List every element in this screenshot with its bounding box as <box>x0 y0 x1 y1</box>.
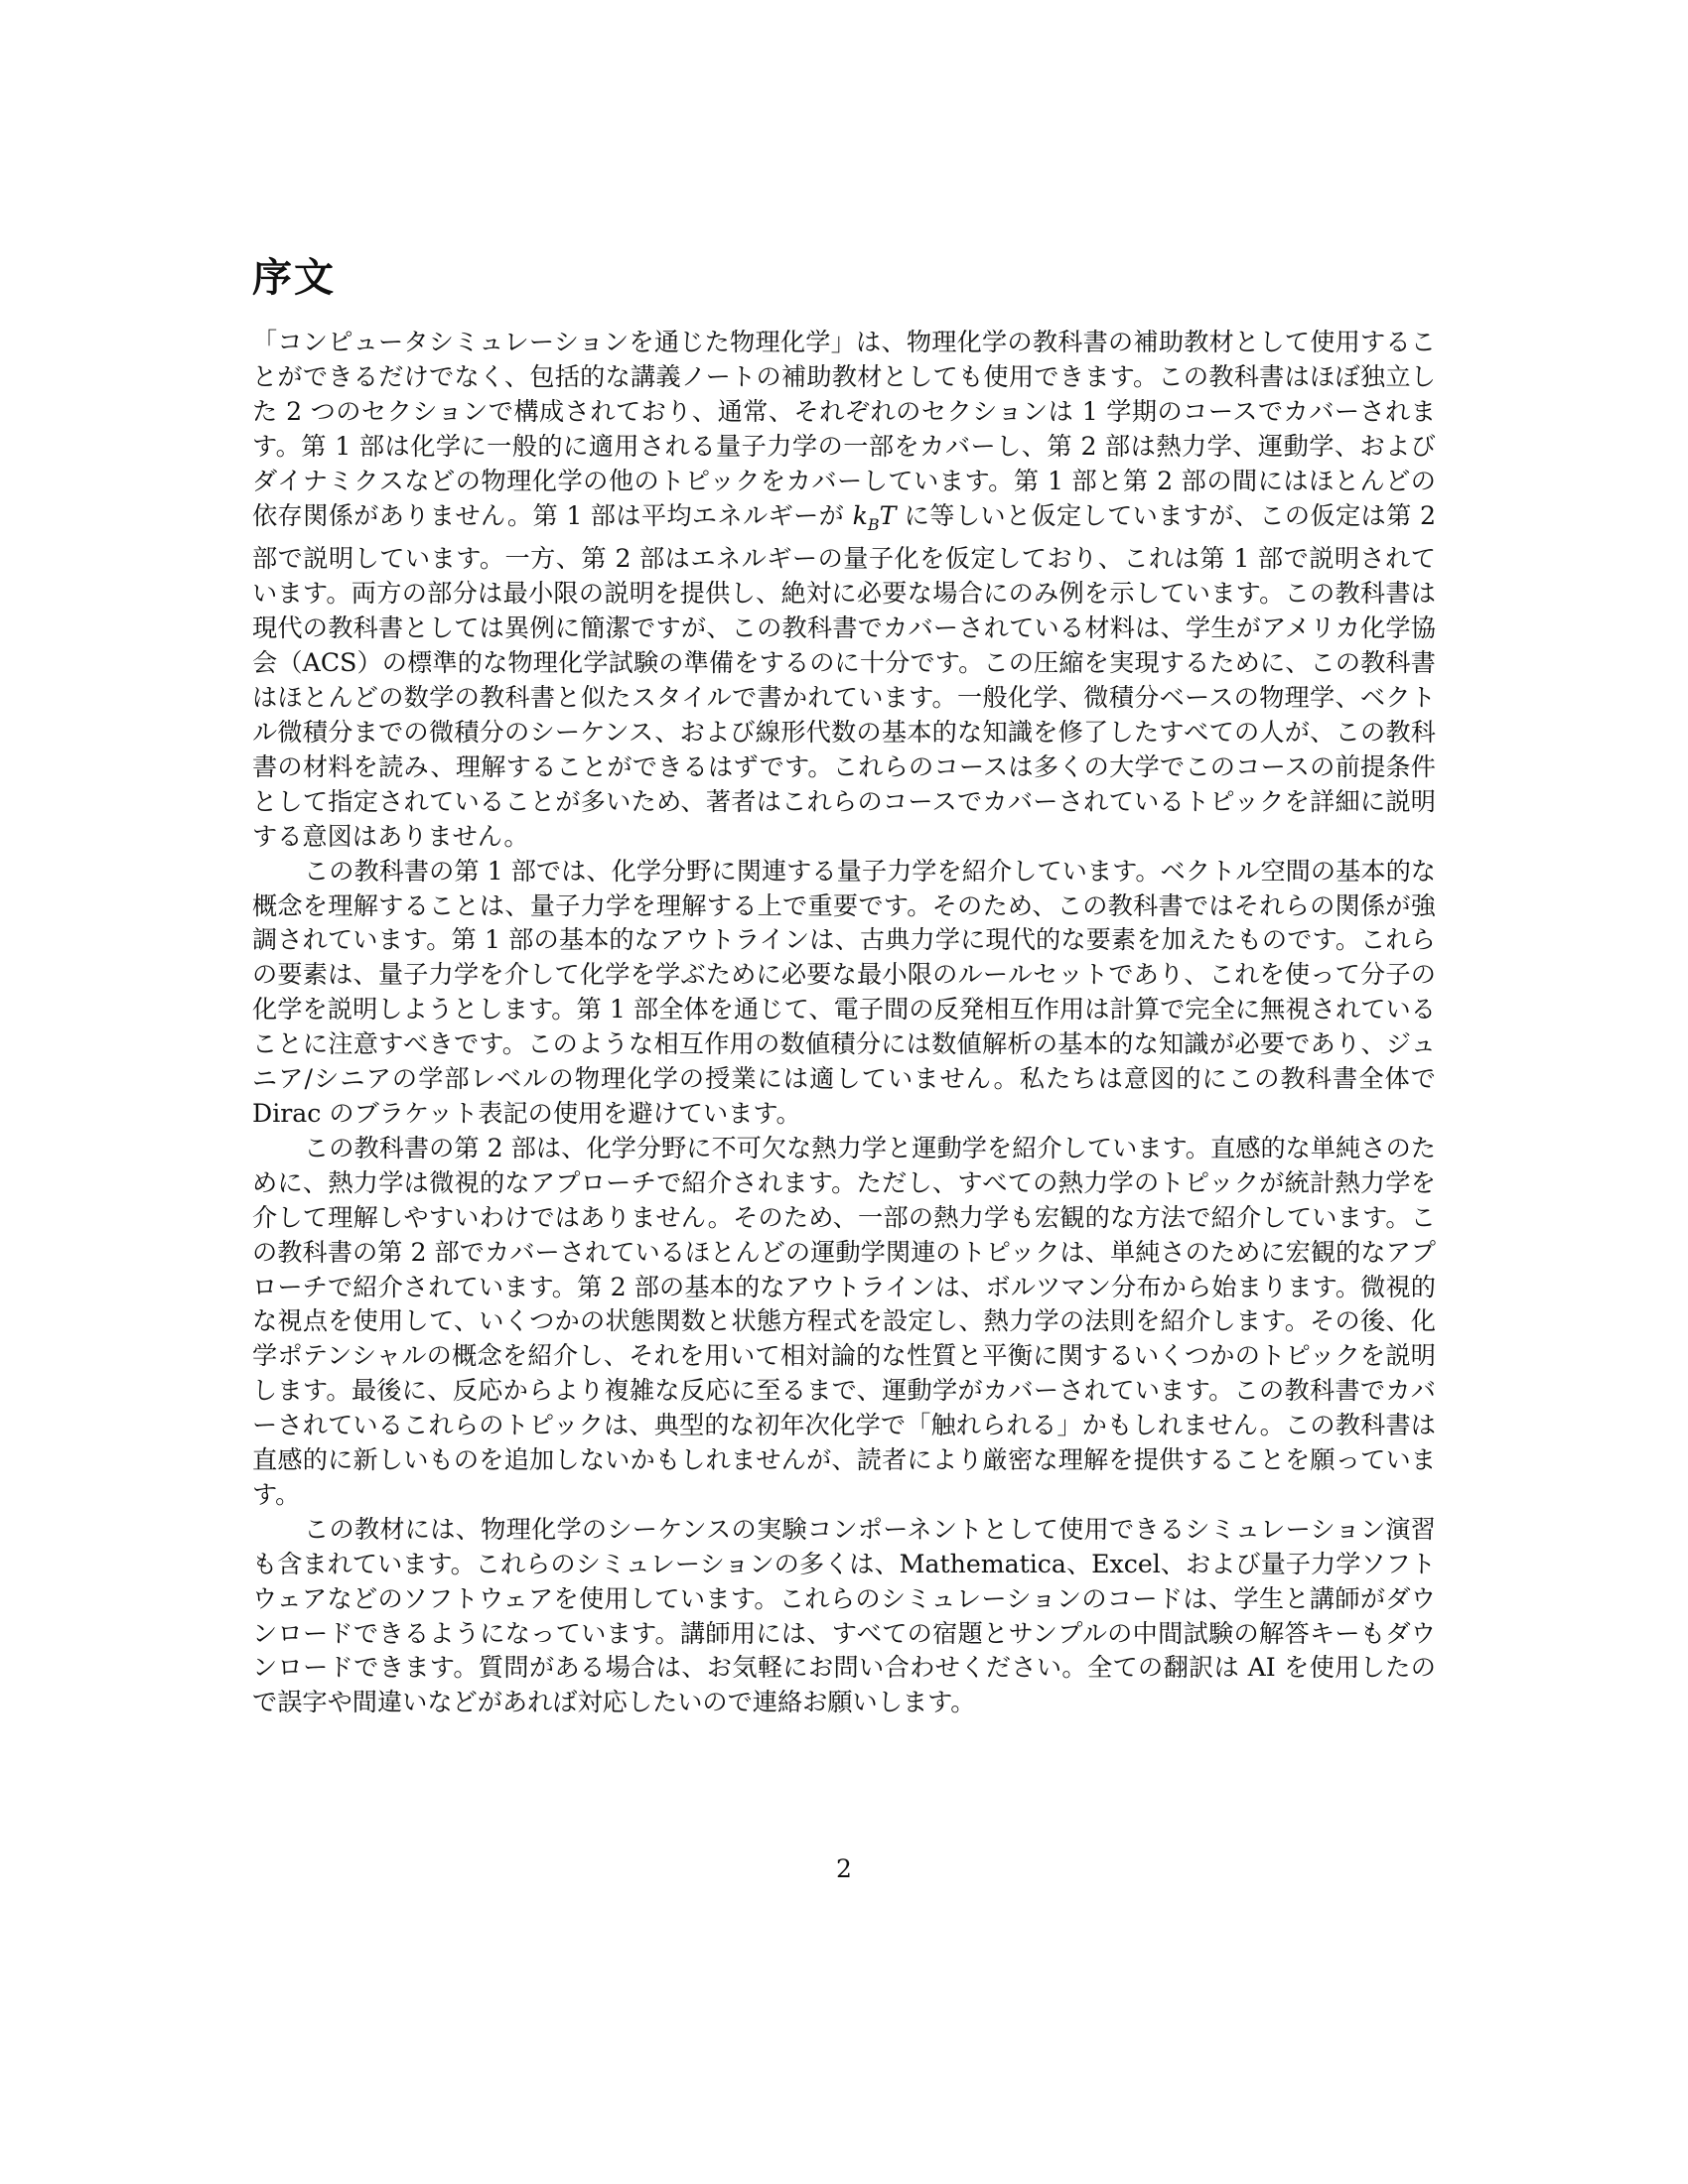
paragraph-4: この教材には、物理化学のシーケンスの実験コンポーネントとして使用できるシミュレーション演習も含まれています。これらのシミュレーションの多くは、Mathematica、Excel、および量子力学ソフトウェアなどのソフトウェアを使用しています。これらのシミュレーションのコードは、学生と講師がダウンロードできるようになっています。講師用には、すべての宿題とサンプルの中間試験の解答キーもダウンロードできます。質問がある場合は、お気軽にお問い合わせください。全ての翻訳は AI を使用したので誤字や間違いなどがあれば対応したいので連絡お願いします。 <box>252 1514 1436 1717</box>
paragraph-1-text-b: に等しいと仮定していますが、この仮定は第 2 部で説明しています。一方、第 2 部はエネルギーの量子化を仮定しており、これは第 1 部で説明されています。両方の部分は最小限の説明を提供し、絶対に必要な場合にのみ例を示しています。この教科書は現代の教科書としては異例に簡潔ですが、この教科書でカバーされている材料は、学生がアメリカ化学協会（ACS）の標準的な物理化学試験の準備をするのに十分です。この圧縮を実現するために、この教科書はほとんどの数学の教科書と似たスタイルで書かれています。一般化学、微積分ベースの物理学、ベクトル微積分までの微積分のシーケンス、および線形代数の基本的な知識を修了したすべての人が、この教科書の材料を読み、理解することができるはずです。これらのコースは多くの大学でこのコースの前提条件として指定されていることが多いため、著者はこれらのコースでカバーされているトピックを詳細に説明する意図はありません。 <box>252 500 1436 851</box>
paragraph-3: この教科書の第 2 部は、化学分野に不可欠な熱力学と運動学を紹介しています。直感的な単純さのために、熱力学は微視的なアプローチで紹介されます。ただし、すべての熱力学のトピックが統計熱力学を介して理解しやすいわけではありません。そのため、一部の熱力学も宏観的な方法で紹介しています。この教科書の第 2 部でカバーされているほとんどの運動学関連のトピックは、単純さのために宏観的なアプローチで紹介されています。第 2 部の基本的なアウトラインは、ボルツマン分布から始まります。微視的な視点を使用して、いくつかの状態関数と状態方程式を設定し、熱力学の法則を紹介します。その後、化学ポテンシャルの概念を紹介し、それを用いて相対論的な性質と平衡に関するいくつかのトピックを説明します。最後に、反応からより複雑な反応に至るまで、運動学がカバーされています。この教科書でカバーされているこれらのトピックは、典型的な初年次化学で「触れられる」かもしれません。この教科書は直感的に新しいものを追加しないかもしれませんが、読者により厳密な理解を提供することを願っています。 <box>252 1133 1436 1509</box>
math-subscript-b: B <box>867 514 880 534</box>
math-t: T <box>879 500 897 530</box>
paragraph-1-text-a: 「コンピュータシミュレーションを通じた物理化学」は、物理化学の教科書の補助教材として使用することができるだけでなく、包括的な講義ノートの補助教材としても使用できます。この教科書はほぼ独立した 2 つのセクションで構成されており、通常、それぞれのセクションは 1 学期のコースでカバーされます。第 1 部は化学に一般的に適用される量子力学の一部をカバーし、第 2 部は熱力学、運動学、およびダイナミクスなどの物理化学の他のトピックをカバーしています。第 1 部と第 2 部の間にはほとんどの依存関係がありません。第 1 部は平均エネルギーが <box>252 328 1436 530</box>
section-heading: 序文 <box>252 254 336 301</box>
math-k: k <box>852 500 868 530</box>
page-number: 2 <box>836 1854 852 1883</box>
paragraph-1 <box>252 326 1436 855</box>
preface-body <box>252 326 1436 1720</box>
paragraph-2: この教科書の第 1 部では、化学分野に関連する量子力学を紹介しています。ベクトル空間の基本的な概念を理解することは、量子力学を理解する上で重要です。そのため、この教科書ではそれらの関係が強調されています。第 1 部の基本的なアウトラインは、古典力学に現代的な要素を加えたものです。これらの要素は、量子力学を介して化学を学ぶために必要な最小限のルールセットであり、これを使って分子の化学を説明しようとします。第 1 部全体を通じて、電子間の反発相互作用は計算で完全に無視されていることに注意すべきです。このような相互作用の数値積分には数値解析の基本的な知識が必要であり、ジュニア/シニアの学部レベルの物理化学の授業には適していません。私たちは意図的にこの教科書全体で Dirac のブラケット表記の使用を避けています。 <box>252 856 1436 1128</box>
math-kbt <box>852 500 897 534</box>
